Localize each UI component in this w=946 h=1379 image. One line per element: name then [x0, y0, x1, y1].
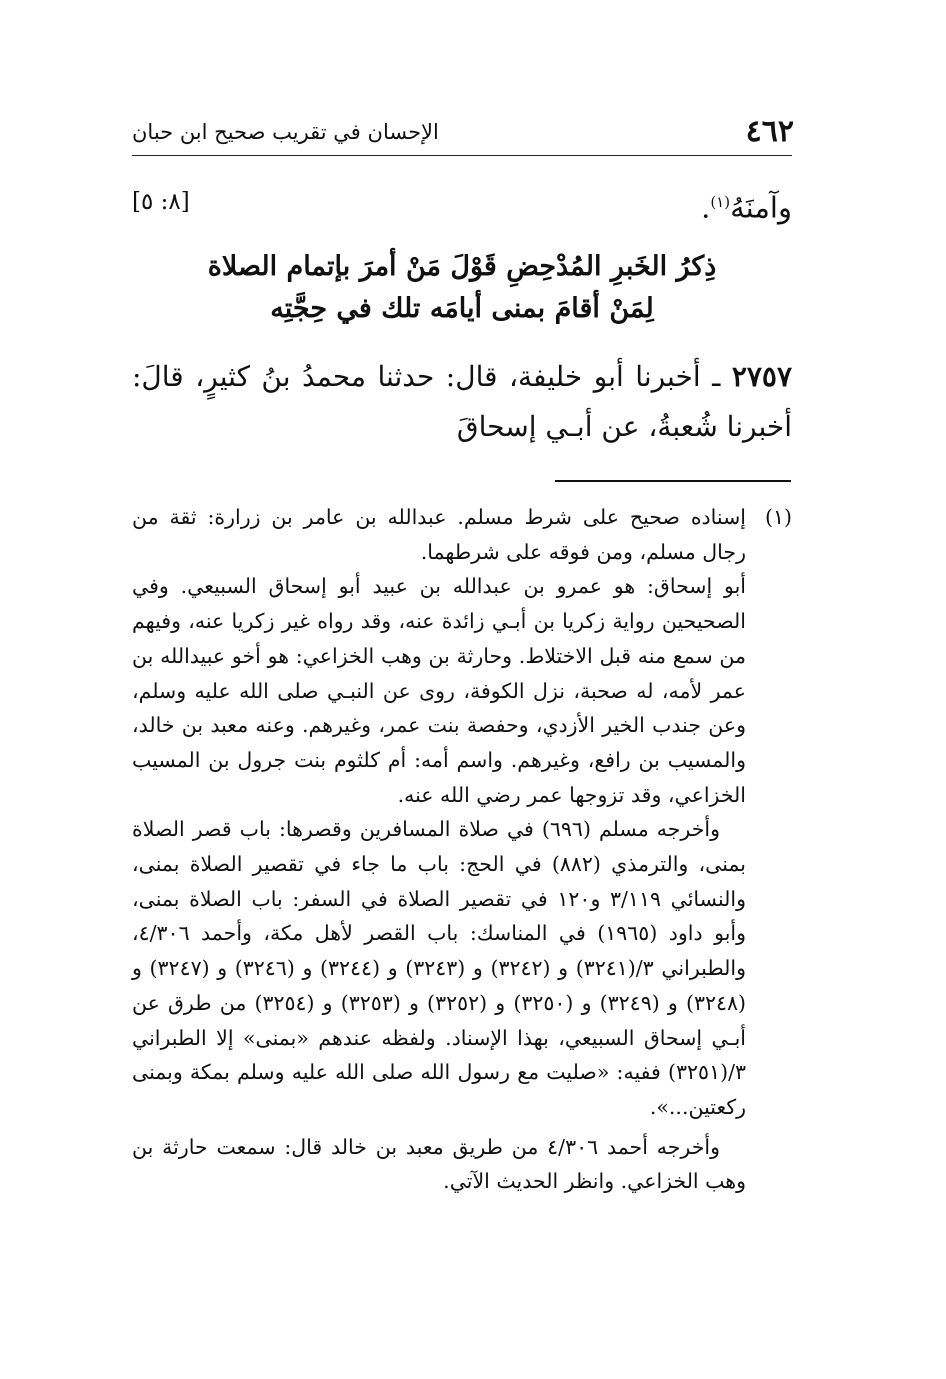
- header-divider: [132, 155, 792, 156]
- footnote-divider: [555, 480, 791, 482]
- footnote-mark: (١): [710, 193, 731, 211]
- hadith-number: ٢٧٥٧: [731, 360, 792, 393]
- hadith-dash: ـ: [712, 360, 721, 393]
- hadith-text: [132, 352, 792, 452]
- page-header: [132, 112, 794, 152]
- footnote-paragraph-2: أبو إسحاق: هو عمرو بن عبدالله بن عبيد أبو إسحاق السبيعي. وفي الصحيحين رواية زكريا بن أبـي زائدة عنه، وقد رواه غير زكريا عنه، وفيهم من سمع منه قبل الاختلاط. وحارثة بن وهب الخزاعي: هو أخو عبيدالله بن عمر لأمه، له صحبة، نزل الكوفة، روى عن النبـي صلى الله عليه وسلم، وعن جندب الخير الأزدي، وحفصة بنت عمر، وغيرهم. وعنه معبد بن خالد، والمسيب بن رافع، وغيرهم. واسم أمه: أم كلثوم بنت جرول بن المسيب الخزاعي، وقد تزوجها عمر رضي الله عنه.: [132, 574, 746, 807]
- continuation-word: وآمنَهُ: [730, 190, 792, 225]
- continuation-line: [132, 180, 792, 224]
- verse-reference: [٨: ٥]: [132, 189, 190, 215]
- footnote-paragraph-1: إسناده صحيح على شرط مسلم. عبدالله بن عامر بن زرارة: ثقة من رجال مسلم، ومن فوقه على شرطهما.: [132, 505, 746, 564]
- footnote-paragraph-4: وأخرجه أحمد ٤/٣٠٦ من طريق معبد بن خالد قال: سمعت حارثة بن وهب الخزاعي. وانظر الحديث الآتي.: [132, 1134, 746, 1194]
- continuation-period: .: [701, 190, 711, 225]
- footnotes: [132, 500, 792, 1199]
- chapter-heading-line-2: لِمَنْ أقامَ بمنى أيامَه تلك في حِجَّتِه: [270, 293, 654, 324]
- footnote-marker: (١): [764, 505, 792, 529]
- page-number: ٤٦٢: [745, 114, 794, 149]
- footnote-1: [132, 500, 792, 569]
- chapter-heading: [132, 246, 792, 330]
- continuation-text: [701, 180, 792, 230]
- running-title: الإحسان في تقريب صحيح ابن حبان: [132, 120, 439, 144]
- chapter-heading-line-1: ذِكرُ الخَبرِ المُدْحِضِ قَوْلَ مَنْ أمرَ بإتمام الصلاة: [207, 251, 717, 282]
- footnote-paragraph-3: وأخرجه مسلم (٦٩٦) في صلاة المسافرين وقصرها: باب قصر الصلاة بمنى، والترمذي (٨٨٢) في الحج: باب ما جاء في تقصير الصلاة بمنى، والنسائي ٣/١١٩ و١٢٠ في تقصير الصلاة في السفر: باب الصلاة بمنى، وأبو داود (١٩٦٥) في المناسك: باب القصر لأهل مكة، وأحمد ٤/٣٠٦، والطبراني ٣/(٣٢٤١) و (٣٢٤٢) و (٣٢٤٣) و (٣٢٤٤) و (٣٢٤٦) و (٣٢٤٧) و (٣٢٤٨) و (٣٢٤٩) و (٣٢٥٠) و (٣٢٥٢) و (٣٢٥٣) و (٣٢٥٤) من طرق عن أبـي إسحاق السبيعي، بهذا الإسناد. ولفظه عندهم «بمنى» إلا الطبراني ٣/(٣٢٥١) ففيه: «صليت مع رسول الله صلى الله عليه وسلم بمكة وبمنى ركعتين...».: [132, 817, 746, 1119]
- hadith-body: أخبرنا أبو خليفة، قال: حدثنا محمدُ بنُ كثيرٍ، قالَ: أخبرنا شُعبةُ، عن أبـي إسحاقَ: [132, 360, 792, 443]
